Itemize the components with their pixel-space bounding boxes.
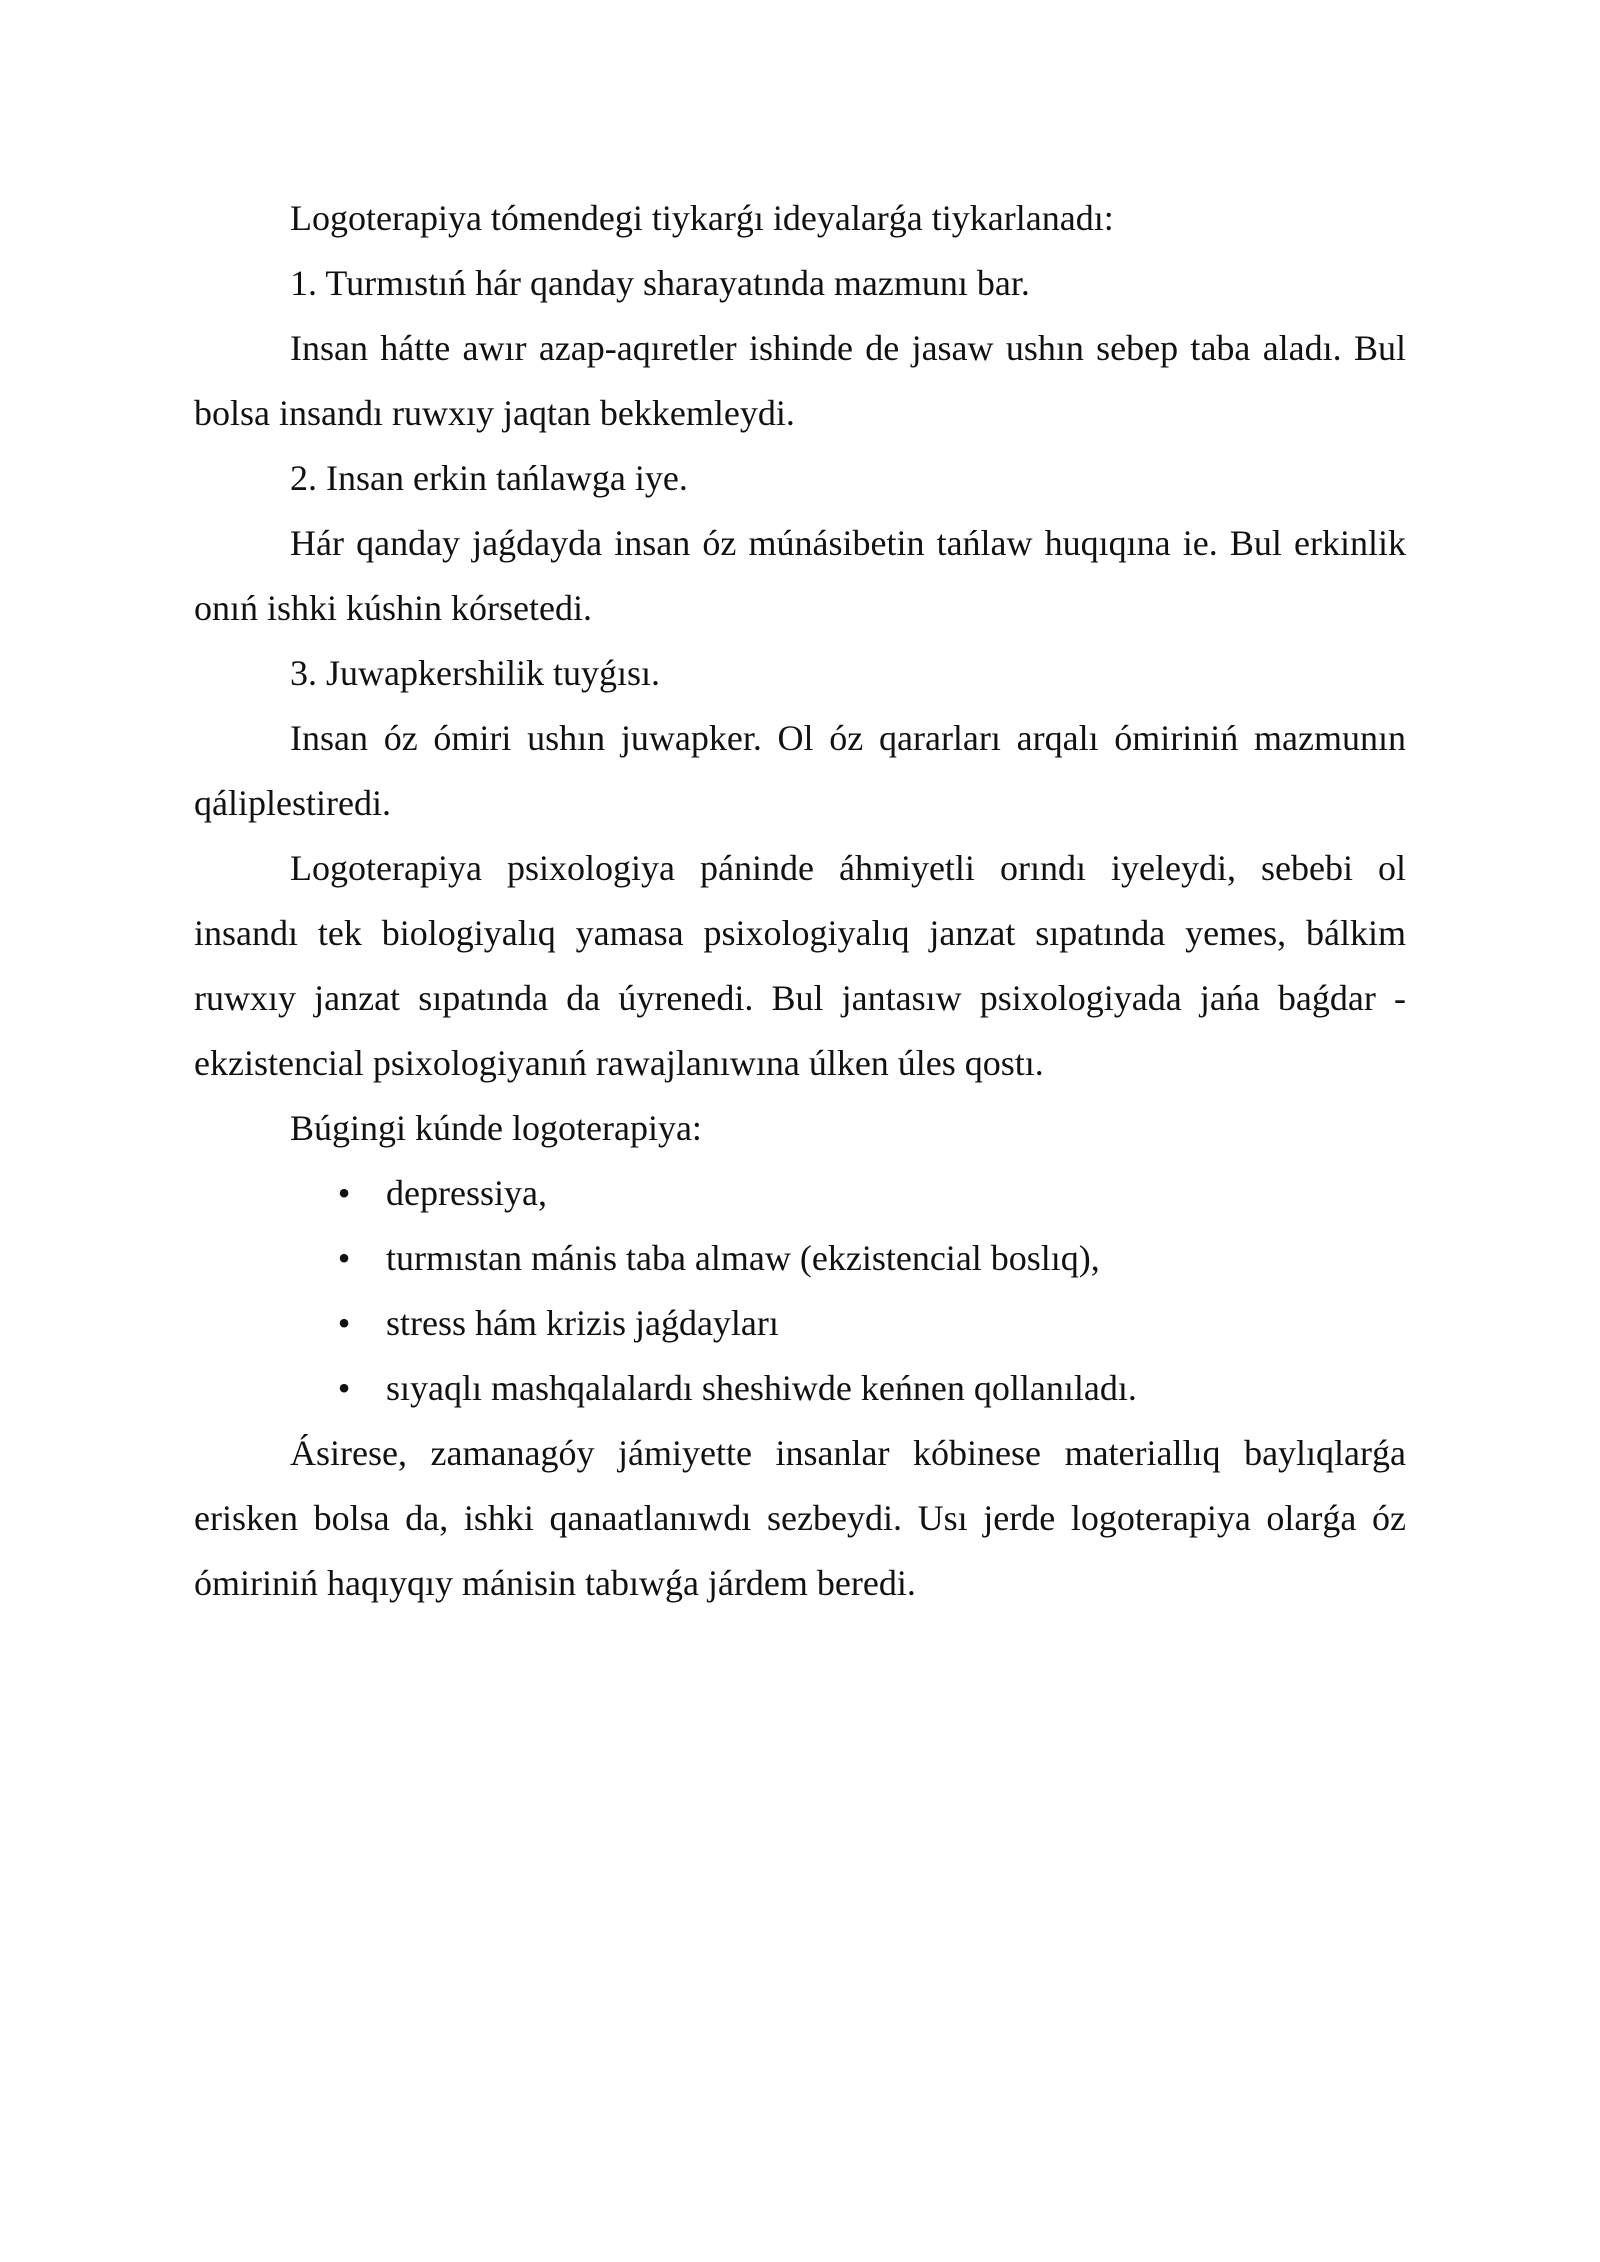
- list-item: [194, 1356, 1406, 1421]
- list-item: [194, 1226, 1406, 1291]
- document-page: [194, 186, 1406, 1616]
- principle-1-heading: 1. Turmıstıń hár qanday sharayatında mazmunı bar.: [290, 263, 1030, 303]
- bullet-icon: •: [337, 1368, 351, 1408]
- bullet-icon: •: [337, 1173, 351, 1213]
- bullet-icon: •: [337, 1303, 351, 1343]
- usage-intro: Búgingi kúnde logoterapiya:: [290, 1108, 702, 1148]
- usage-list: [194, 1161, 1406, 1421]
- bullet-icon: •: [337, 1238, 351, 1278]
- conclusion-paragraph: Ásirese, zamanagóy jámiyette insanlar kóbinese materiallıq baylıqlarǵa erisken bolsa da, ishki qanaatlanıwdı sezbeydi. Usı jerde logoterapiya olarǵa óz ómiriniń haqıyqıy mánisin tabıwǵa járdem beredi.: [194, 1433, 1406, 1603]
- intro-paragraph: Logoterapiya tómendegi tiykarǵı ideyalarǵa tiykarlanadı:: [290, 198, 1114, 238]
- principle-3-body: Insan óz ómiri ushın juwapker. Ol óz qararları arqalı ómiriniń mazmunın qáliplestiredi.: [194, 718, 1406, 823]
- list-item-text: depressiya,: [386, 1173, 547, 1213]
- principle-2-body: Hár qanday jaǵdayda insan óz múnásibetin tańlaw huqıqına ie. Bul erkinlik onıń ishki kúshin kórsetedi.: [194, 523, 1406, 628]
- list-item-text: sıyaqlı mashqalalardı sheshiwde keńnen qollanıladı.: [386, 1368, 1137, 1408]
- principle-3-heading: 3. Juwapkershilik tuyǵısı.: [290, 653, 660, 693]
- list-item: [194, 1291, 1406, 1356]
- principle-1-body: Insan hátte awır azap-aqıretler ishinde de jasaw ushın sebep taba aladı. Bul bolsa insandı ruwxıy jaqtan bekkemleydi.: [194, 328, 1406, 433]
- significance-paragraph: Logoterapiya psixologiya páninde áhmiyetli orındı iyeleydi, sebebi ol insandı tek biologiyalıq yamasa psixologiyalıq janzat sıpatında yemes, bálkim ruwxıy janzat sıpatında da úyrenedi. Bul jantasıw psixologiyada jańa baǵdar - ekzistencial psixologiyanıń rawajlanıwına úlken úles qostı.: [194, 848, 1406, 1083]
- principle-2-heading: 2. Insan erkin tańlawga iye.: [290, 458, 688, 498]
- list-item: [194, 1161, 1406, 1226]
- list-item-text: turmıstan mánis taba almaw (ekzistencial boslıq),: [386, 1238, 1100, 1278]
- list-item-text: stress hám krizis jaǵdayları: [386, 1303, 779, 1343]
